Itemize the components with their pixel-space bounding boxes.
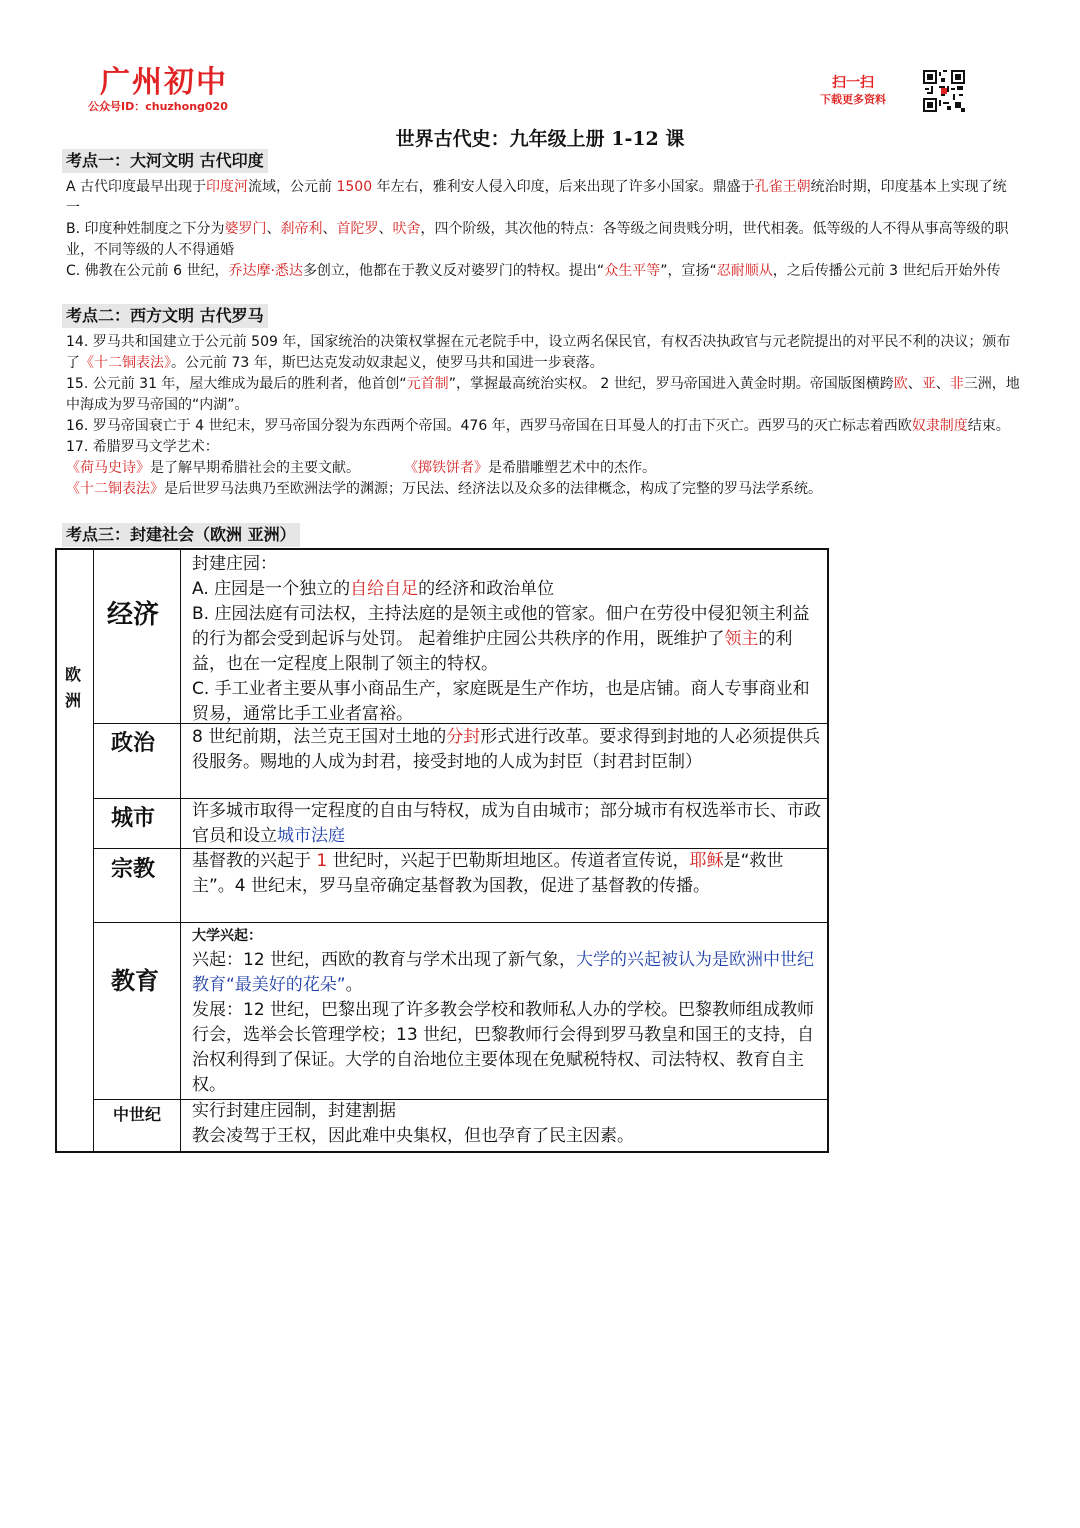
text: C. 手工业者主要从事小商品生产，家庭既是生产作坊，也是店铺。商人专事商业和贸易，通常比手工业者富裕。 <box>192 679 810 724</box>
text: 大学兴起： <box>192 928 262 944</box>
table-divider <box>180 548 181 1153</box>
scan-subtitle: 下载更多资料 <box>820 93 886 106</box>
row-label-middle-ages: 中世纪 <box>113 1105 162 1124</box>
text: 教会凌驾于王权，因此难中央集权，但也孕育了民主因素。 <box>192 1126 634 1146</box>
text: ，四个阶级，其次他的特点：各等级之间贵贱分明，世代相袭。低等级的人不得从事高等级的职业，不同等级的人不得通婚 <box>66 221 1009 258</box>
rome-point-16 <box>66 416 1020 437</box>
text: 、 <box>907 376 922 392</box>
table-row-divider <box>93 922 829 923</box>
highlight: 印度河 <box>206 179 249 195</box>
text: 流域，公元前 <box>248 179 337 195</box>
table-border <box>55 548 57 1153</box>
row-label-economy: 经济 <box>107 600 160 630</box>
text: 。 <box>345 975 363 995</box>
scan-prompt <box>820 74 886 108</box>
row-content-politics <box>192 725 822 775</box>
india-paragraphs <box>66 177 1020 282</box>
section-heading-rome: 考点二：西方文明 古代罗马 <box>62 304 268 328</box>
table-border <box>55 1151 829 1153</box>
row-label-education: 教育 <box>111 966 159 995</box>
highlight: 领主 <box>724 629 759 649</box>
highlight: 《十二铜表法》 <box>80 355 171 371</box>
text: 结束。 <box>967 418 1010 434</box>
highlight: 非 <box>949 376 964 392</box>
highlight: 分封 <box>446 727 481 747</box>
highlight: 1500 <box>336 179 373 195</box>
text <box>192 725 822 775</box>
site-logo <box>88 66 228 114</box>
section-heading-india: 考点一：大河文明 古代印度 <box>62 149 268 173</box>
row-content-education <box>192 924 822 1098</box>
qr-code-icon[interactable] <box>922 70 966 112</box>
region-label: 欧洲 <box>65 665 82 710</box>
text: 、 <box>378 221 393 237</box>
table-divider <box>93 548 94 1153</box>
text: 的经济和政治单位 <box>418 579 555 599</box>
india-point-a <box>66 177 1020 219</box>
row-content-economy <box>192 552 822 727</box>
text: 是了解早期希腊社会的主要文献。 <box>150 460 360 476</box>
logo-title: 广州初中 <box>100 65 228 100</box>
text: ”，掌握最高统治实权。 2 世纪，罗马帝国进入黄金时期。帝国版图横跨 <box>448 376 894 392</box>
highlight: 刹帝利 <box>280 221 323 237</box>
highlight: 《十二铜表法》 <box>66 481 164 497</box>
highlight: 乔达摩·悉达 <box>228 263 303 279</box>
highlight: 吠舍 <box>392 221 421 237</box>
highlight: 众生平等 <box>604 263 661 279</box>
text <box>192 799 822 849</box>
text: 是希腊雕塑艺术中的杰作。 <box>488 460 656 476</box>
section-heading-feudal: 考点三：封建社会（欧洲 亚洲） <box>62 523 300 547</box>
india-point-c <box>66 261 1020 282</box>
rome-point-17b <box>66 479 1020 500</box>
text <box>192 602 822 677</box>
logo-subtitle: 公众号ID：chuzhong020 <box>88 100 228 113</box>
text: 兴起：12 世纪，西欧的教育与学术出现了新气象， <box>192 950 577 970</box>
text: 的利益，也在一定程度上限制了领主的特权。 <box>192 629 793 674</box>
highlight: 城市法庭 <box>277 826 345 846</box>
text <box>192 849 822 899</box>
text: 多创立，他都在于教义反对婆罗门的特权。提出“ <box>302 263 605 279</box>
row-content-middle-ages <box>192 1099 822 1149</box>
text: B. 庄园法庭有司法权，主持法庭的是领主或他的管家。佃户在劳役中侵犯领主利益的行为都会受到起诉与处罚。 起着维护庄园公共秩序的作用，既维护了 <box>192 604 810 649</box>
text: 16. 罗马帝国衰亡于 4 世纪末，罗马帝国分裂为东西两个帝国。476 年，西罗马帝国在日耳曼人的打击下灭亡。西罗马的灭亡标志着西欧 <box>66 418 912 434</box>
highlight: 元首制 <box>406 376 449 392</box>
highlight: 欧 <box>893 376 908 392</box>
row-label-city: 城市 <box>111 805 156 831</box>
text: C. 佛教在公元前 6 世纪， <box>66 263 229 279</box>
text: 、 <box>266 221 281 237</box>
highlight: 自给自足 <box>350 579 419 599</box>
text: 统治时期，印度基本上实现了统一 <box>66 179 1007 216</box>
text: 15. 公元前 31 年，屋大维成为最后的胜利者，他首创“ <box>66 376 407 392</box>
text: 。公元前 73 年，斯巴达克发动奴隶起义，使罗马共和国进一步衰落。 <box>171 355 604 371</box>
text: 是后世罗马法典乃至欧洲法学的渊源；万民法、经济法以及众多的法律概念，构成了完整的罗马法学系统。 <box>164 481 822 497</box>
highlight: 婆罗门 <box>224 221 267 237</box>
text: 三洲，地中海成为罗马帝国的“内湖”。 <box>66 376 1020 413</box>
text: ，之后传播公元前 3 世纪后开始外传 <box>772 263 1001 279</box>
highlight: 首陀罗 <box>336 221 379 237</box>
highlight: 亚 <box>921 376 936 392</box>
highlight: 耶稣 <box>689 851 724 871</box>
page-title: 世界古代史：九年级上册 1-12 课 <box>395 128 685 150</box>
text: 8 世纪前期，法兰克王国对土地的 <box>192 727 447 747</box>
scan-title: 扫一扫 <box>832 75 874 91</box>
rome-point-17a <box>66 458 1020 479</box>
table-border <box>55 548 829 550</box>
text: 形式进行改革。要求得到封地的人必须提供兵役服务。赐地的人成为封君，接受封地的人成为封臣（封君封臣制） <box>192 727 821 772</box>
text: 发展：12 世纪，巴黎出现了许多教会学校和教师私人办的学校。巴黎教师组成教师行会，选举会长管理学校；13 世纪，巴黎教师行会得到罗马教皇和国王的支持，自治权利得到了保证。大学的自治地位主要体现在免赋税特权、司法特权、教育自主权。 <box>192 1000 815 1095</box>
text: 年左右，雅利安人侵入印度，后来出现了许多小国家。鼎盛于 <box>372 179 755 195</box>
text: 许多城市取得一定程度的自由与特权，成为自由城市；部分城市有权选举市长、市政官员和设立 <box>192 801 821 846</box>
text: 实行封建庄园制，封建割据 <box>192 1101 396 1121</box>
text: 封建庄园： <box>192 554 277 574</box>
table-border <box>827 548 829 1153</box>
india-point-b <box>66 219 1020 261</box>
highlight: 大学的兴起被认为是欧洲中世纪教育“最美好的花朵” <box>192 950 815 995</box>
highlight: 1 <box>316 851 328 871</box>
highlight: 孔雀王朝 <box>754 179 811 195</box>
text: 基督教的兴起于 <box>192 851 317 871</box>
text: A 古代印度最早出现于 <box>66 179 207 195</box>
text <box>192 577 822 602</box>
text: 是“救世主”。4 世纪末，罗马皇帝确定基督教为国教，促进了基督教的传播。 <box>192 851 784 896</box>
rome-point-17: 17. 希腊罗马文学艺术： <box>66 439 219 455</box>
highlight: 《荷马史诗》 <box>66 460 150 476</box>
row-label-politics: 政治 <box>111 730 156 756</box>
row-label-religion: 宗教 <box>111 856 156 882</box>
feudal-europe-table <box>55 548 829 1153</box>
text: 14. 罗马共和国建立于公元前 509 年，国家统治的决策权掌握在元老院手中，设立两名保民官，有权否决执政官与元老院提出的对平民不利的决议；颁布了 <box>66 334 1011 371</box>
rome-point-15 <box>66 374 1020 416</box>
text: 世纪时，兴起于巴勒斯坦地区。传道者宣传说， <box>327 851 690 871</box>
row-content-city <box>192 799 822 849</box>
text: 、 <box>322 221 337 237</box>
highlight: 奴隶制度 <box>911 418 968 434</box>
row-content-religion <box>192 849 822 899</box>
highlight: 《掷铁饼者》 <box>404 460 488 476</box>
text <box>192 948 822 998</box>
rome-point-14 <box>66 332 1020 374</box>
highlight: 忍耐顺从 <box>716 263 773 279</box>
text: B. 印度种姓制度之下分为 <box>66 221 225 237</box>
text: ”，宣扬“ <box>660 263 717 279</box>
rome-paragraphs <box>66 332 1020 500</box>
text: 、 <box>935 376 950 392</box>
text: A. 庄园是一个独立的 <box>192 579 351 599</box>
